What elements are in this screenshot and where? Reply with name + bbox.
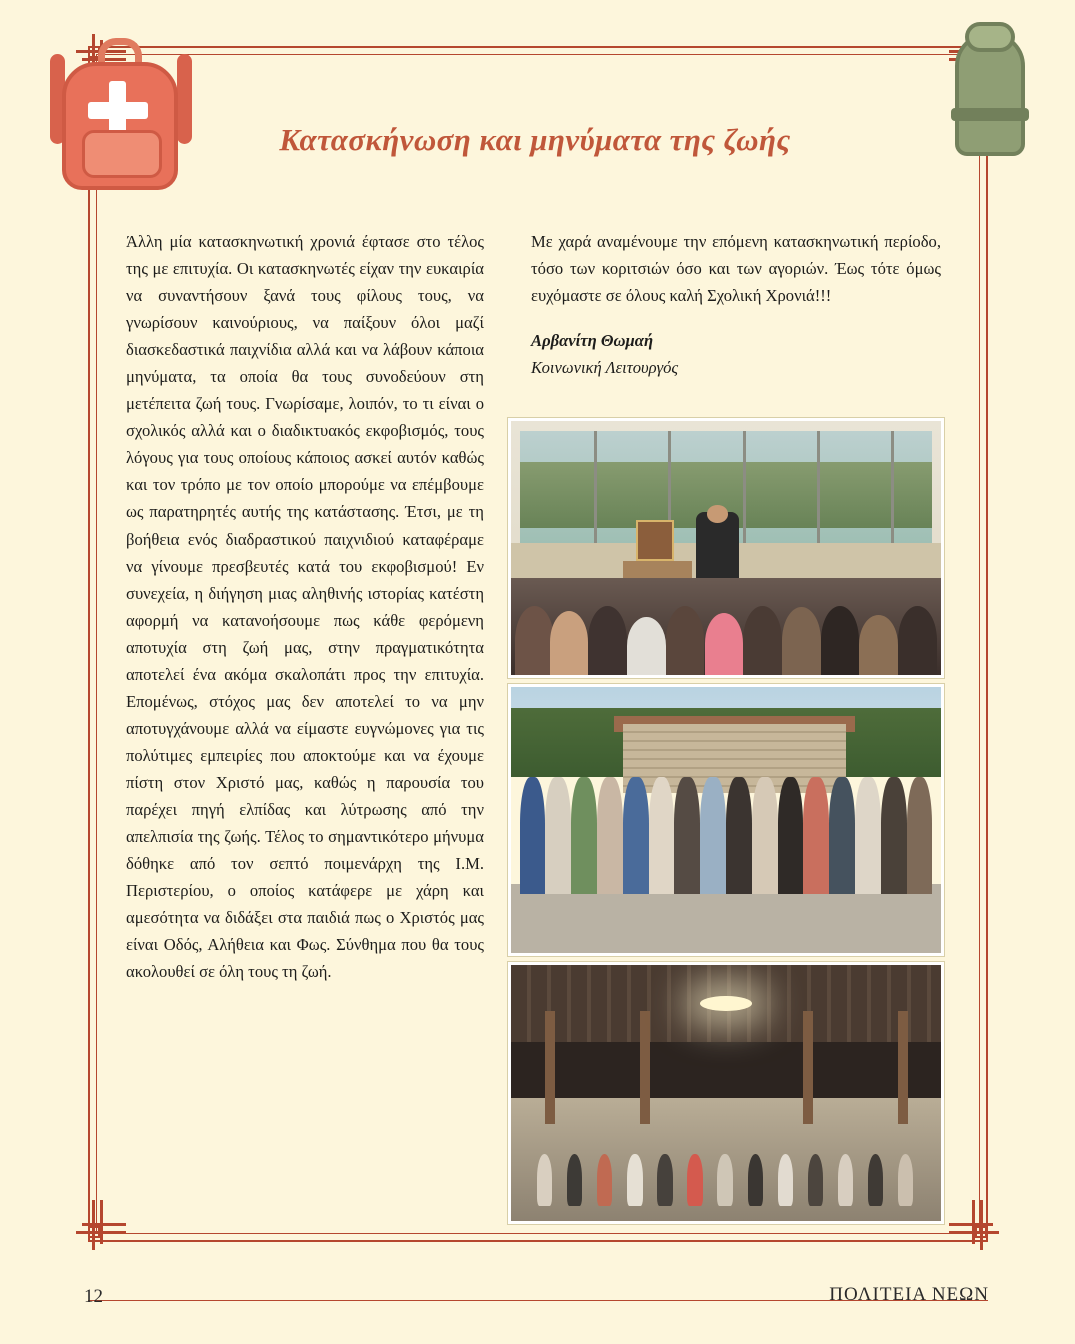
sleeping-bag-icon xyxy=(951,22,1035,158)
page-number: 12 xyxy=(84,1286,103,1307)
corner-ornament-bottom-left-icon xyxy=(76,1196,130,1250)
photo-night-dance xyxy=(508,962,944,1224)
article-right-column xyxy=(531,228,941,381)
photo-indoor-talk xyxy=(508,418,944,678)
byline-author-role: Κοινωνική Λειτουργός xyxy=(531,358,679,378)
byline-author-name: Αρβανίτη Θωμαή xyxy=(531,331,654,351)
page-title: Κατασκήνωση και μηνύματα της ζωής xyxy=(279,122,791,157)
article-body-left-column: Άλλη μία κατασκηνωτική χρονιά έφτασε στο τέλος της με επιτυχία. Οι κατασκηνωτές είχαν την ευκαιρία να συναντήσουν ξανά τους φίλους τους, να γνωρίσουν καινούριους, να παίξουν όλοι μαζί διασκεδαστικά παιχνίδια αλλά και να λάβουν κάποια μηνύματα, τα οποία θα τους συνοδεύουν στη μετέπειτα ζωή τους. Γνωρίσαμε, λοιπόν, το τι είναι ο σχολικός αλλά και ο διαδικτυακός εκφοβισμός, τους λόγους για τους οποίους κάποιος ασκεί αυτόν καθώς και τον τρόπο με τον οποίο μπορούμε να επέμβουμε ως παρατηρητές αυτής της κατάστασης. Έτσι, με τη βοήθεια ενός διαδραστικού παιχνιδιού καταφέραμε να γίνουμε πρεσβευτές κατά του εκφοβισμού! Εν συνεχεία, η διήγηση μιας αληθινής ιστορίας κατέστη αφορμή να κατανοήσουμε πως κάθε φερόμενη αποτυχία στη ζωή μας, στην πραγματικότητα αποτελεί ένα ακόμα σκαλοπάτι προς την επιτυχία. Επομένως, στόχος μας δεν αποτελεί το να μην αποτυγχάνουμε αλλά να είμαστε ευγνώμονες για τις πολύτιμες εμπειρίες που αποκτούμε και να έχουμε πίστη στον Χριστό μας, καθώς η παρουσία του παρέχει πηγή ελπίδας και λύτρωσης από την απελπισία της ζωής. Τέλος το σημαντικότερο μήνυμα δόθηκε από τον σεπτό ποιμενάρχη της Ι.Μ. Περιστερίου, ο οποίος κατάφερε με χάρη και αμεσότητα να διδάξει στα παιδιά πως ο Χριστός μας είναι Οδός, Αλήθεια και Φως. Σύνθημα που θα τους ακολουθεί σε όλη τους τη ζωή. xyxy=(126,232,484,982)
corner-ornament-bottom-right-icon xyxy=(945,1196,999,1250)
article-body-right-column: Με χαρά αναμένουμε την επόμενη κατασκηνωτική περίοδο, τόσο των κοριτσιών όσο και των αγοριών. Έως τότε όμως ευχόμαστε σε όλους καλή Σχολική Χρονιά!!! xyxy=(531,232,941,306)
backpack-icon xyxy=(56,36,186,196)
photo-group-outdoors xyxy=(508,684,944,956)
publication-title: ΠΟΛΙΤΕΙΑ ΝΕΩΝ xyxy=(829,1284,989,1305)
